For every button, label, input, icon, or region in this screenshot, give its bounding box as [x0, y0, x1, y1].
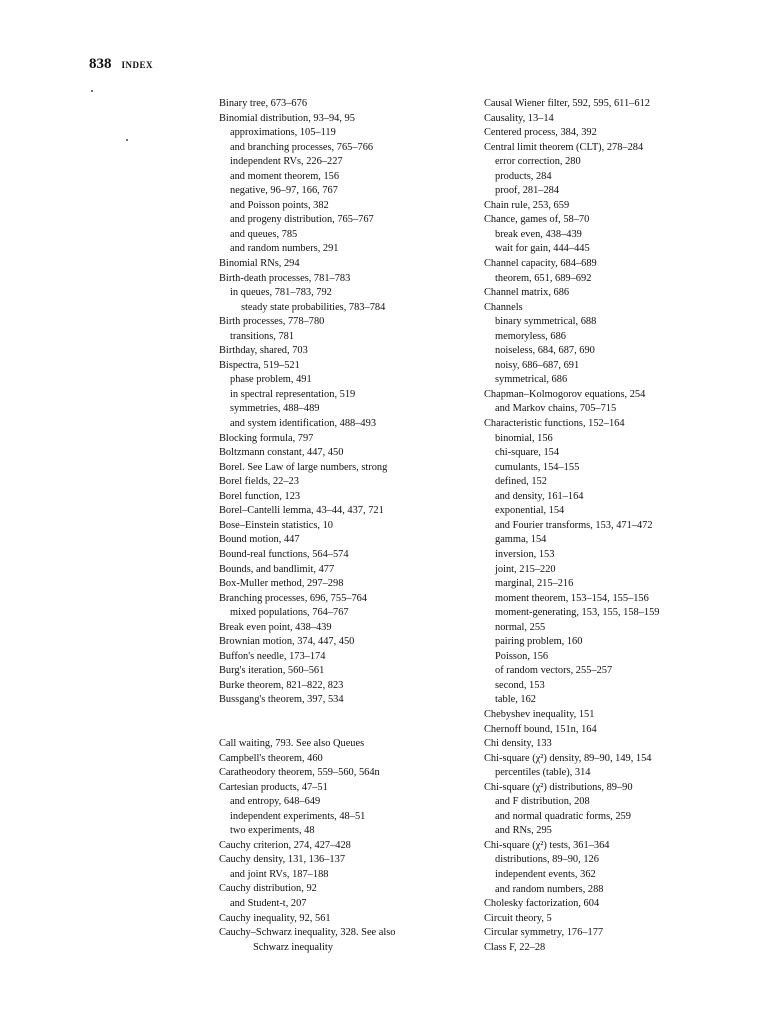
index-subentry: and normal quadratic forms, 259	[495, 810, 631, 822]
index-subentry: break even, 438–439	[495, 228, 582, 240]
index-entry: Bussgang's theorem, 397, 534	[219, 694, 344, 706]
index-subentry: and Fourier transforms, 153, 471–472	[495, 519, 653, 531]
index-entry: Binomial RNs, 294	[219, 258, 300, 270]
index-subentry: binomial, 156	[495, 432, 553, 444]
index-subentry: binary symmetrical, 688	[495, 316, 597, 328]
section-gap	[219, 708, 459, 737]
index-entry: Blocking formula, 797	[219, 432, 314, 444]
index-subentry: marginal, 215–216	[495, 578, 574, 590]
index-entry: Cholesky factorization, 604	[484, 898, 600, 910]
index-subentry: transitions, 781	[230, 330, 295, 342]
index-entry: Centered process, 384, 392	[484, 127, 597, 139]
index-subentry: two experiments, 48	[230, 825, 315, 837]
index-entry: Borel function, 123	[219, 490, 301, 502]
index-entry: Bose–Einstein statistics, 10	[219, 519, 334, 531]
index-subentry: memoryless, 686	[495, 330, 566, 342]
index-entry: Chernoff bound, 151n, 164	[484, 723, 597, 735]
index-entry: Campbell's theorem, 460	[219, 752, 323, 764]
index-entry: Borel fields, 22–23	[219, 476, 299, 488]
index-subentry: cumulants, 154–155	[495, 461, 580, 473]
index-entry: Circular symmetry, 176–177	[484, 927, 604, 939]
index-subentry: pairing problem, 160	[495, 636, 583, 648]
index-subentry: moment-generating, 153, 155, 158–159	[495, 607, 660, 619]
index-subentry: independent events, 362	[495, 868, 596, 880]
index-subentry: proof, 281–284	[495, 185, 560, 197]
index-subentry: defined, 152	[495, 476, 547, 488]
index-subentry: noiseless, 684, 687, 690	[495, 345, 595, 357]
index-subentry: moment theorem, 153–154, 155–156	[495, 592, 649, 604]
index-subentry: and queues, 785	[230, 228, 298, 240]
index-entry: Bounds, and bandlimit, 477	[219, 563, 335, 575]
index-entry: Caratheodory theorem, 559–560, 564n	[219, 767, 380, 779]
index-entry: Branching processes, 696, 755–764	[219, 592, 368, 604]
index-entry: Chi-square (χ²) tests, 361–364	[484, 839, 610, 851]
index-entry: Chi-square (χ²) distributions, 89–90	[484, 781, 633, 793]
index-subentry: independent RVs, 226–227	[230, 156, 343, 168]
index-entry: Binary tree, 673–676	[219, 98, 308, 109]
index-entry: Chi density, 133	[484, 738, 552, 750]
index-entry: Central limit theorem (CLT), 278–284	[484, 141, 644, 153]
index-subentry: gamma, 154	[495, 534, 547, 546]
index-entry: Break even point, 438–439	[219, 621, 332, 633]
index-entry: Cauchy distribution, 92	[219, 883, 317, 895]
index-subentry: theorem, 651, 689–692	[495, 272, 592, 284]
index-subentry: in queues, 781–783, 792	[230, 287, 332, 299]
index-entry: Cauchy–Schwarz inequality, 328. See also	[219, 927, 396, 939]
index-entry: Bound-real functions, 564–574	[219, 548, 349, 560]
index-column-left	[219, 97, 459, 955]
index-subentry: of random vectors, 255–257	[495, 665, 613, 677]
index-entry: Burg's iteration, 560–561	[219, 665, 325, 677]
index-subentry: approximations, 105–119	[230, 127, 336, 139]
index-column-right	[484, 97, 744, 955]
index-subentry: Schwarz inequality	[253, 941, 333, 953]
index-subentry: and density, 161–164	[495, 490, 584, 502]
index-entry: Cartesian products, 47–51	[219, 781, 328, 793]
scan-speck	[91, 90, 93, 92]
index-subentry: and entropy, 648–649	[230, 796, 321, 808]
index-entry: Borel. See Law of large numbers, strong	[219, 461, 388, 473]
index-entry: Buffon's needle, 173–174	[219, 650, 326, 662]
index-subentry: and Markov chains, 705–715	[495, 403, 617, 415]
index-subentry: symmetries, 488–489	[230, 403, 320, 415]
scan-speck	[126, 139, 128, 141]
index-entry: Chain rule, 253, 659	[484, 199, 570, 211]
index-subentry: joint, 215–220	[495, 563, 556, 575]
index-entry: Birth-death processes, 781–783	[219, 272, 351, 284]
index-subentry: and progeny distribution, 765–767	[230, 214, 374, 226]
page-header	[89, 56, 153, 73]
index-entry: Brownian motion, 374, 447, 450	[219, 636, 355, 648]
index-entry: Chi-square (χ²) density, 89–90, 149, 154	[484, 752, 652, 764]
index-subentry: wait for gain, 444–445	[495, 243, 590, 255]
index-entry: Class F, 22–28	[484, 941, 546, 953]
index-entry: Burke theorem, 821–822, 823	[219, 679, 344, 691]
index-entry: Chebyshev inequality, 151	[484, 708, 595, 720]
index-entry: Causality, 13–14	[484, 112, 554, 124]
index-entry: Box-Muller method, 297–298	[219, 578, 344, 590]
index-entry: Cauchy criterion, 274, 427–428	[219, 839, 351, 851]
index-entry: Bispectra, 519–521	[219, 359, 300, 371]
index-subentry: and Poisson points, 382	[230, 199, 329, 211]
index-subentry: and system identification, 488–493	[230, 418, 377, 430]
index-entry: Characteristic functions, 152–164	[484, 418, 625, 430]
index-entry: Channel capacity, 684–689	[484, 258, 597, 270]
index-subentry: mixed populations, 764–767	[230, 607, 349, 619]
running-head: INDEX	[121, 60, 154, 70]
index-subentry: negative, 96–97, 166, 767	[230, 185, 338, 197]
index-subentry: and branching processes, 765–766	[230, 141, 374, 153]
index-subentry: and random numbers, 291	[230, 243, 339, 255]
index-entry: Boltzmann constant, 447, 450	[219, 447, 344, 459]
index-subentry: products, 284	[495, 170, 552, 182]
index-entry: Bound motion, 447	[219, 534, 300, 546]
index-subentry: normal, 255	[495, 621, 546, 633]
index-subentry: and F distribution, 208	[495, 796, 590, 808]
index-subentry: error correction, 280	[495, 156, 581, 168]
index-subentry: independent experiments, 48–51	[230, 810, 366, 822]
index-subentry: chi-square, 154	[495, 447, 560, 459]
index-subentry: second, 153	[495, 679, 545, 691]
index-subentry: and random numbers, 288	[495, 883, 604, 895]
page-number: 838	[89, 56, 112, 72]
index-entry: Cauchy inequality, 92, 561	[219, 912, 331, 924]
index-subentry: and Student-t, 207	[230, 897, 307, 909]
index-entry: Cauchy density, 131, 136–137	[219, 854, 346, 866]
index-subentry: inversion, 153	[495, 548, 555, 560]
index-entry: Chance, games of, 58–70	[484, 214, 590, 226]
index-subentry: steady state probabilities, 783–784	[241, 301, 386, 313]
index-entry: Chapman–Kolmogorov equations, 254	[484, 388, 646, 400]
index-entry: Borel–Cantelli lemma, 43–44, 437, 721	[219, 505, 384, 517]
index-entry: Binomial distribution, 93–94, 95	[219, 112, 355, 124]
index-subentry: exponential, 154	[495, 505, 565, 517]
index-subentry: and RNs, 295	[495, 825, 552, 837]
index-subentry: symmetrical, 686	[495, 374, 568, 386]
index-subentry: and joint RVs, 187–188	[230, 868, 329, 880]
index-subentry: Poisson, 156	[495, 650, 549, 662]
index-subentry: table, 162	[495, 694, 536, 706]
index-entry: Channel matrix, 686	[484, 287, 570, 299]
index-entry: Circuit theory, 5	[484, 912, 552, 924]
index-subentry: distributions, 89–90, 126	[495, 854, 599, 866]
index-subentry: percentiles (table), 314	[495, 767, 591, 779]
index-subentry: noisy, 686–687, 691	[495, 359, 580, 371]
index-entry: Causal Wiener filter, 592, 595, 611–612	[484, 98, 650, 109]
index-entry: Call waiting, 793. See also Queues	[219, 737, 365, 749]
index-entry: Channels	[484, 301, 523, 313]
index-subentry: and moment theorem, 156	[230, 170, 340, 182]
index-entry: Birthday, shared, 703	[219, 345, 308, 357]
index-entry: Birth processes, 778–780	[219, 316, 325, 328]
index-subentry: phase problem, 491	[230, 374, 312, 386]
index-subentry: in spectral representation, 519	[230, 388, 356, 400]
